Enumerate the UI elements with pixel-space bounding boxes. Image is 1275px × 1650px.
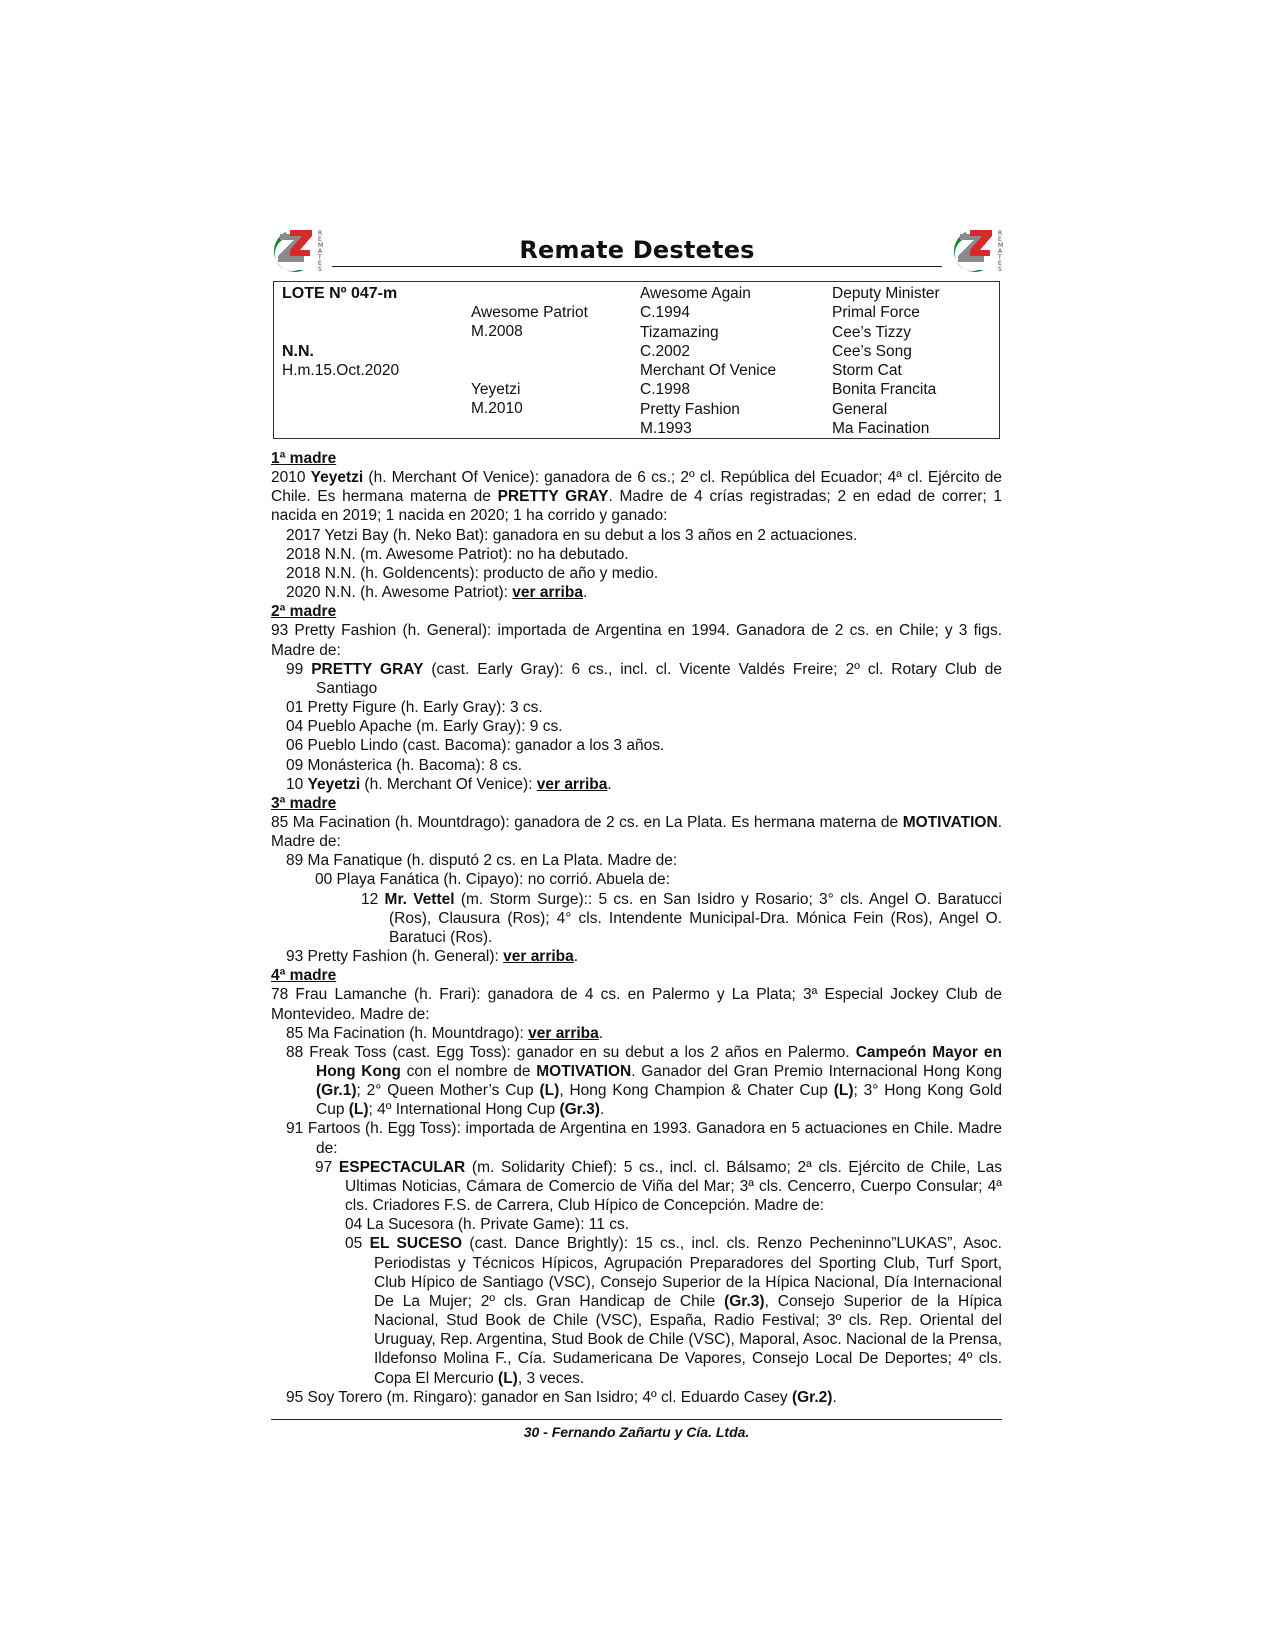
- ver-arriba-link[interactable]: ver arriba: [512, 584, 583, 602]
- produce-entry: 89 Ma Fanatique (h. disputó 2 cs. en La Plata. Madre de:: [286, 852, 678, 870]
- produce-entry: 91 Fartoos (h. Egg Toss): importada de Argentina en 1993. Ganadora en 5 actuaciones en Chile. Madre de:: [286, 1120, 1002, 1157]
- section-heading-third-dam: 3ª madre: [271, 794, 337, 812]
- great-grandparent-cell: Bonita Francita: [832, 381, 937, 399]
- grandparent-cell: C.1994: [640, 304, 690, 322]
- grandparent-cell: Pretty Fashion: [640, 400, 740, 418]
- great-grandparent-cell: Primal Force: [832, 304, 920, 322]
- pedigree-table: [273, 281, 1000, 439]
- pedigree-parents: [471, 303, 588, 419]
- produce-entry: 01 Pretty Figure (h. Early Gray): 3 cs.: [286, 699, 543, 717]
- produce-entry: 00 Playa Fanática (h. Cipayo): no corrió. Abuela de:: [315, 871, 670, 889]
- grandparent-cell: Awesome Again: [640, 285, 751, 302]
- pedigree-grandparents: [640, 284, 776, 438]
- great-grandparent-cell: General: [832, 400, 888, 418]
- ver-arriba-link[interactable]: ver arriba: [503, 948, 574, 966]
- section-heading-fourth-dam: 4ª madre: [271, 967, 337, 985]
- svg-text:E: E: [998, 236, 1002, 243]
- svg-text:S: S: [998, 266, 1002, 273]
- produce-entry: 10 Yeyetzi (h. Merchant Of Venice): ver arriba.: [286, 775, 612, 793]
- great-grandparent-cell: Deputy Minister: [832, 285, 940, 302]
- svg-text:A: A: [318, 248, 323, 255]
- svg-text:R: R: [998, 230, 1003, 237]
- produce-entry: 05 EL SUCESO (cast. Dance Brightly): 15 cs., incl. cls. Renzo Pecheninno”LUKAS”, Asoc. Periodistas y Técnicos Hípicos, Agrupación Preparadores del Sporting Club, Turf Sport, Club Hípico de Santiago (VSC), Consejo Superior de la Hípica Nacional, Día Internacional De La Mujer; 2º cls. Gran Handicap de Chile (Gr.3), Consejo Superior de la Hípica Nacional, Stud Book de Chile (VSC), España, Radio Festival; 3º cls. Rep. Oriental del Uruguay, Rep. Argentina, Stud Book de Chile (VSC), Maporal, Asoc. Nacional de la Prensa, Ildefonso Molina F., Cía. Sudamericana De Vapores, Consejo Local De Deportes; 4º cls. Copa El Mercurio (L), 3 veces.: [345, 1235, 1002, 1387]
- remates-vertical-text: R: [318, 230, 323, 237]
- pedigree-great-grandparents: [832, 284, 940, 438]
- produce-entry: 97 ESPECTACULAR (m. Solidarity Chief): 5 cs., incl. cl. Bálsamo; 2ª cls. Ejército de Chile, Las Ultimas Noticias, Cámara de Comercio de Viña del Mar; 3ª cls. Cencerro, Cuerpo Consular; 4ª cls. Criadores F.S. de Carrera, Club Hípico de Concepción. Madre de:: [315, 1158, 1002, 1215]
- sire-info: M.2008: [471, 323, 523, 341]
- produce-entry: 12 Mr. Vettel (m. Storm Surge):: 5 cs. en San Isidro y Rosario; 3° cls. Angel O. Baratucci (Ros), Clausura (Ros); 4° cls. Intendente Municipal-Dra. Mónica Fein (Ros), Angel O. Baratuci (Ros).: [361, 890, 1002, 946]
- remates-logo-right: [948, 226, 1006, 274]
- produce-entry: 2018 N.N. (m. Awesome Patriot): no ha debutado.: [286, 545, 629, 563]
- section-heading-first-dam: 1ª madre: [271, 450, 337, 467]
- great-grandparent-cell: Ma Facination: [832, 420, 930, 438]
- great-grandparent-cell: Storm Cat: [832, 362, 902, 380]
- sire-name: Awesome Patriot: [471, 304, 588, 321]
- family-history: [271, 449, 1002, 1407]
- fourth-dam-paragraph: 78 Frau Lamanche (h. Frari): ganadora de 4 cs. en Palermo y La Plata; 3ª Especial Jockey Club de Montevideo. Madre de:: [271, 986, 1002, 1023]
- page-footer: 30 - Fernando Zañartu y Cía. Ltda.: [523, 1424, 750, 1440]
- produce-entry: 88 Freak Toss (cast. Egg Toss): ganador en su debut a los 2 años en Palermo. Campeón Mayor en Hong Kong con el nombre de MOTIVATION. Ganador del Gran Premio Internacional Hong Kong (Gr.1); 2° Queen Mother’s Cup (L), Hong Kong Champion & Chater Cup (L); 3° Hong Kong Gold Cup (L); 4º International Hong Cup (Gr.3).: [286, 1043, 1002, 1119]
- svg-text:M: M: [318, 242, 324, 249]
- page-title: Remate Destetes: [519, 236, 755, 264]
- dam-info: M.2010: [471, 400, 523, 418]
- svg-text:T: T: [998, 254, 1002, 261]
- svg-text:E: E: [318, 260, 322, 267]
- grandparent-cell: M.1993: [640, 420, 692, 438]
- svg-text:E: E: [998, 260, 1002, 267]
- ver-arriba-link[interactable]: ver arriba: [528, 1024, 599, 1042]
- svg-text:M: M: [998, 242, 1004, 249]
- produce-entry: 09 Monásterica (h. Bacoma): 8 cs.: [286, 756, 523, 774]
- produce-entry: 93 Pretty Fashion (h. General): ver arriba.: [286, 948, 579, 966]
- second-dam-paragraph: 93 Pretty Fashion (h. General): importada de Argentina en 1994. Ganadora de 2 cs. en Chile; y 3 figs. Madre de:: [271, 622, 1002, 659]
- horse-name: N.N.: [282, 342, 314, 360]
- produce-entry: 99 PRETTY GRAY (cast. Early Gray): 6 cs., incl. cl. Vicente Valdés Freire; 2º cl. Rotary Club de Santiago: [286, 660, 1003, 697]
- produce-entry: 85 Ma Facination (h. Mountdrago): ver arriba.: [286, 1024, 604, 1042]
- svg-text:E: E: [318, 236, 322, 243]
- great-grandparent-cell: Cee’s Song: [832, 342, 912, 360]
- great-grandparent-cell: Cee’s Tizzy: [832, 323, 911, 341]
- svg-text:S: S: [318, 266, 322, 273]
- svg-text:A: A: [998, 248, 1003, 255]
- horse-birth: H.m.15.Oct.2020: [282, 362, 400, 380]
- grandparent-cell: Tizamazing: [640, 323, 719, 341]
- produce-entry: 04 Pueblo Apache (m. Early Gray): 9 cs.: [286, 718, 563, 736]
- third-dam-paragraph: 85 Ma Facination (h. Mountdrago): ganadora de 2 cs. en La Plata. Es hermana materna de MOTIVATION. Madre de:: [271, 813, 1002, 851]
- produce-entry: 2018 N.N. (h. Goldencents): producto de año y medio.: [286, 564, 659, 582]
- first-dam-paragraph: 2010 Yeyetzi (h. Merchant Of Venice): ganadora de 6 cs.; 2º cl. República del Ecuador; 4ª cl. Ejército de Chile. Es hermana materna de PRETTY GRAY. Madre de 4 crías registradas; 2 en edad de correr; 1 nacida en 2019; 1 nacida en 2020; 1 ha corrido y ganado:: [271, 469, 1002, 525]
- produce-entry: 2017 Yetzi Bay (h. Neko Bat): ganadora en su debut a los 3 años en 2 actuaciones.: [286, 526, 858, 544]
- header-rule: [332, 266, 942, 267]
- produce-entry: 06 Pueblo Lindo (cast. Bacoma): ganador a los 3 años.: [286, 737, 665, 755]
- produce-entry: 2020 N.N. (h. Awesome Patriot): ver arriba.: [286, 584, 588, 602]
- grandparent-cell: C.1998: [640, 381, 690, 399]
- lote-number: LOTE Nº 047-m: [282, 285, 398, 302]
- dam-name: Yeyetzi: [471, 381, 521, 399]
- section-heading-second-dam: 2ª madre: [271, 603, 337, 621]
- pedigree-subject: [282, 284, 399, 380]
- footer-rule: [271, 1419, 1002, 1420]
- grandparent-cell: C.2002: [640, 342, 690, 360]
- remates-logo-left: [268, 226, 326, 274]
- svg-text:T: T: [318, 254, 322, 261]
- grandparent-cell: Merchant Of Venice: [640, 362, 777, 380]
- ver-arriba-link[interactable]: ver arriba: [536, 775, 608, 793]
- produce-entry: 04 La Sucesora (h. Private Game): 11 cs.: [345, 1216, 630, 1234]
- produce-entry: 95 Soy Torero (m. Ringaro): ganador en San Isidro; 4º cl. Eduardo Casey (Gr.2).: [286, 1388, 837, 1406]
